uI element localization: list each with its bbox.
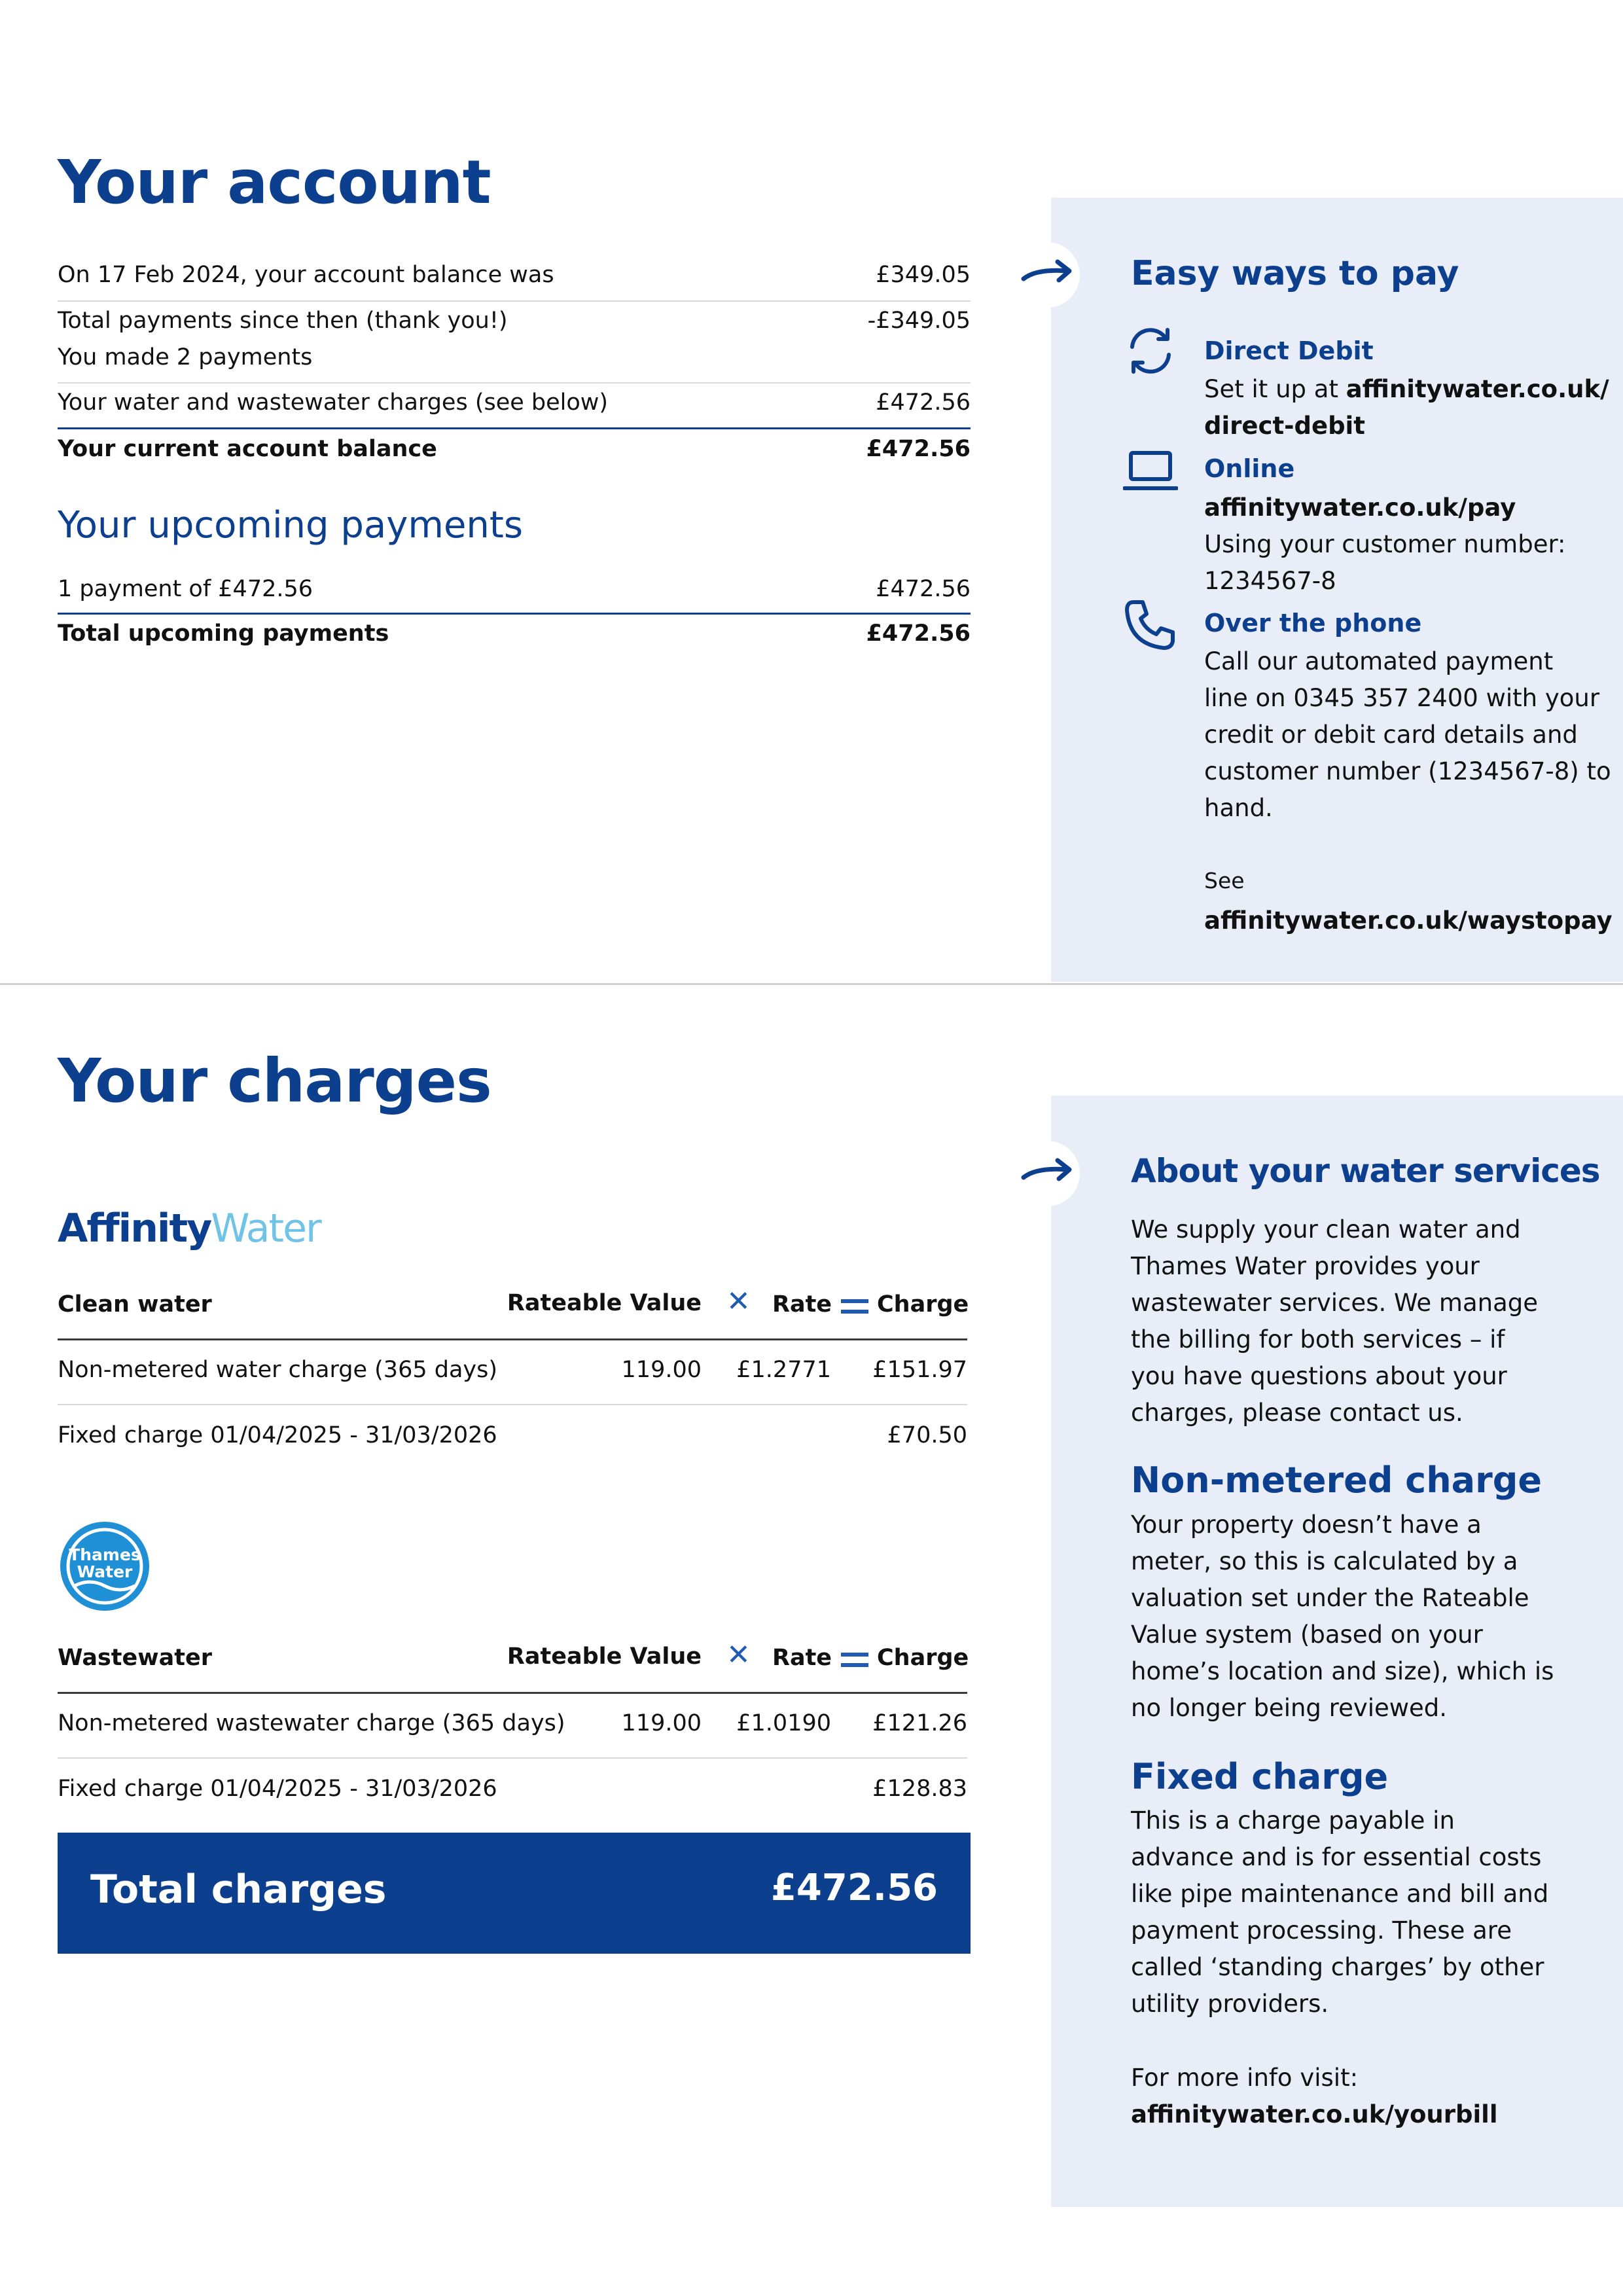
current-balance-label: Your current account balance (58, 436, 437, 462)
clean-header-name: Clean water (58, 1291, 212, 1318)
table-header-divider (58, 1692, 967, 1694)
multiply-icon: ✕ (726, 1285, 751, 1318)
laptop-icon (1123, 449, 1178, 497)
row-divider (58, 1757, 967, 1759)
phone-icon (1123, 597, 1178, 655)
logo-text: Thames (69, 1545, 141, 1564)
upcoming-title: Your upcoming payments (58, 504, 524, 547)
fixed-line: called ‘standing charges’ by other (1131, 1953, 1544, 1981)
payments-row-amount: -£349.05 (867, 308, 971, 334)
equals-icon (841, 1653, 868, 1668)
intro-line: Thames Water provides your (1131, 1252, 1480, 1280)
upcoming-total-label: Total upcoming payments (58, 620, 389, 647)
thames-water-logo (59, 1520, 151, 1615)
fixed-line: like pipe maintenance and bill and (1131, 1880, 1549, 1908)
nonmetered-line: valuation set under the Rateable (1131, 1584, 1529, 1612)
upcoming-row-label: 1 payment of £472.56 (58, 576, 313, 602)
direct-debit-title: Direct Debit (1204, 336, 1374, 365)
total-charges-bar (58, 1833, 971, 1954)
nonmetered-line: meter, so this is calculated by a (1131, 1547, 1518, 1575)
multiply-icon: ✕ (726, 1638, 751, 1672)
online-line-2: 1234567-8 (1204, 567, 1336, 595)
phone-line: customer number (1234567-8) to (1204, 757, 1611, 785)
nonmetered-line: no longer being reviewed. (1131, 1694, 1448, 1722)
balance-row-amount: £349.05 (876, 262, 971, 288)
nonmetered-line: home’s location and size), which is (1131, 1657, 1554, 1685)
intro-line: wastewater services. We manage (1131, 1289, 1539, 1317)
refresh-icon (1123, 325, 1178, 380)
total-divider (58, 613, 971, 615)
section-divider (0, 983, 1623, 985)
fixed-line: advance and is for essential costs (1131, 1843, 1542, 1871)
row-divider (58, 1404, 967, 1405)
clean-header-rate: Rate (772, 1291, 832, 1318)
ways-to-pay-link[interactable]: affinitywater.co.uk/waystopay (1204, 906, 1613, 935)
pay-panel-title: Easy ways to pay (1131, 254, 1459, 293)
total-charges-label: Total charges (90, 1867, 387, 1912)
phone-line: line on 0345 357 2400 with your (1204, 684, 1600, 712)
total-divider (58, 427, 971, 429)
phone-line: Call our automated payment (1204, 647, 1554, 675)
clean-row-label: Non-metered water charge (365 days) (58, 1357, 498, 1383)
charges-row-amount: £472.56 (876, 389, 971, 416)
phone-line: credit or debit card details and (1204, 721, 1578, 749)
waste-row-label: Non-metered wastewater charge (365 days) (58, 1710, 565, 1736)
intro-line: We supply your clean water and (1131, 1215, 1521, 1244)
equals-icon (841, 1299, 868, 1315)
direct-debit-prefix: Set it up at (1204, 375, 1346, 403)
waste-row-rv: 119.00 (621, 1710, 702, 1736)
clean-fixed-label: Fixed charge 01/04/2025 - 31/03/2026 (58, 1422, 497, 1448)
charges-row-label: Your water and wastewater charges (see below) (58, 389, 609, 416)
logo-text: Water (211, 1206, 321, 1251)
direct-debit-link-2[interactable]: direct-debit (1204, 412, 1365, 440)
charges-title: Your charges (58, 1046, 491, 1116)
row-divider (58, 382, 971, 384)
see-label: See (1204, 868, 1245, 893)
intro-line: you have questions about your (1131, 1362, 1507, 1390)
table-header-divider (58, 1338, 967, 1340)
nonmetered-line: Value system (based on your (1131, 1621, 1483, 1649)
upcoming-row-amount: £472.56 (876, 576, 971, 602)
row-divider (58, 300, 971, 302)
services-panel-title: About your water services (1131, 1152, 1600, 1190)
arrow-badge (1014, 1141, 1080, 1206)
phone-title: Over the phone (1204, 609, 1422, 637)
waste-header-rate: Rate (772, 1645, 832, 1671)
clean-row-rv: 119.00 (621, 1357, 702, 1383)
pay-panel (1051, 198, 1623, 982)
logo-text: Affinity (58, 1206, 211, 1251)
waste-row-charge: £121.26 (872, 1710, 967, 1736)
fixed-line: payment processing. These are (1131, 1916, 1512, 1945)
logo-text: Water (77, 1562, 133, 1581)
arrow-badge (1014, 242, 1080, 308)
clean-fixed-charge: £70.50 (887, 1422, 967, 1448)
nonmetered-title: Non-metered charge (1131, 1460, 1542, 1501)
phone-line: hand. (1204, 794, 1273, 822)
clean-header-charge: Charge (877, 1291, 969, 1318)
affinity-water-logo (58, 1206, 321, 1251)
clean-row-rate: £1.2771 (736, 1357, 831, 1383)
waste-header-charge: Charge (877, 1645, 969, 1671)
fixed-line: utility providers. (1131, 1990, 1329, 2018)
payments-row-sub: You made 2 payments (58, 344, 313, 370)
fixed-title: Fixed charge (1131, 1756, 1389, 1797)
balance-row-label: On 17 Feb 2024, your account balance was (58, 262, 554, 288)
more-info-label: For more info visit: (1131, 2064, 1359, 2092)
waste-header-name: Wastewater (58, 1645, 212, 1671)
online-line-1: Using your customer number: (1204, 530, 1566, 558)
waste-header-rv: Rateable Value (507, 1643, 702, 1670)
waste-fixed-charge: £128.83 (872, 1776, 967, 1802)
waste-fixed-label: Fixed charge 01/04/2025 - 31/03/2026 (58, 1776, 497, 1802)
waste-row-rate: £1.0190 (736, 1710, 831, 1736)
clean-header-rv: Rateable Value (507, 1290, 702, 1316)
your-bill-link[interactable]: affinitywater.co.uk/yourbill (1131, 2100, 1498, 2128)
direct-debit-text (1204, 371, 1609, 408)
upcoming-total-amount: £472.56 (866, 620, 971, 647)
account-title: Your account (58, 147, 491, 217)
current-balance-amount: £472.56 (866, 436, 971, 462)
clean-row-charge: £151.97 (872, 1357, 967, 1383)
fixed-line: This is a charge payable in (1131, 1806, 1455, 1835)
online-title: Online (1204, 454, 1295, 483)
nonmetered-line: Your property doesn’t have a (1131, 1511, 1482, 1539)
direct-debit-link[interactable]: affinitywater.co.uk/ (1346, 375, 1609, 403)
intro-line: the billing for both services – if (1131, 1325, 1505, 1354)
arrow-right-icon (1014, 1141, 1080, 1206)
total-charges-amount: £472.56 (770, 1867, 938, 1909)
arrow-right-icon (1014, 242, 1080, 308)
intro-line: charges, please contact us. (1131, 1399, 1463, 1427)
payments-row-label: Total payments since then (thank you!) (58, 308, 508, 334)
online-link[interactable]: affinitywater.co.uk/pay (1204, 493, 1516, 522)
